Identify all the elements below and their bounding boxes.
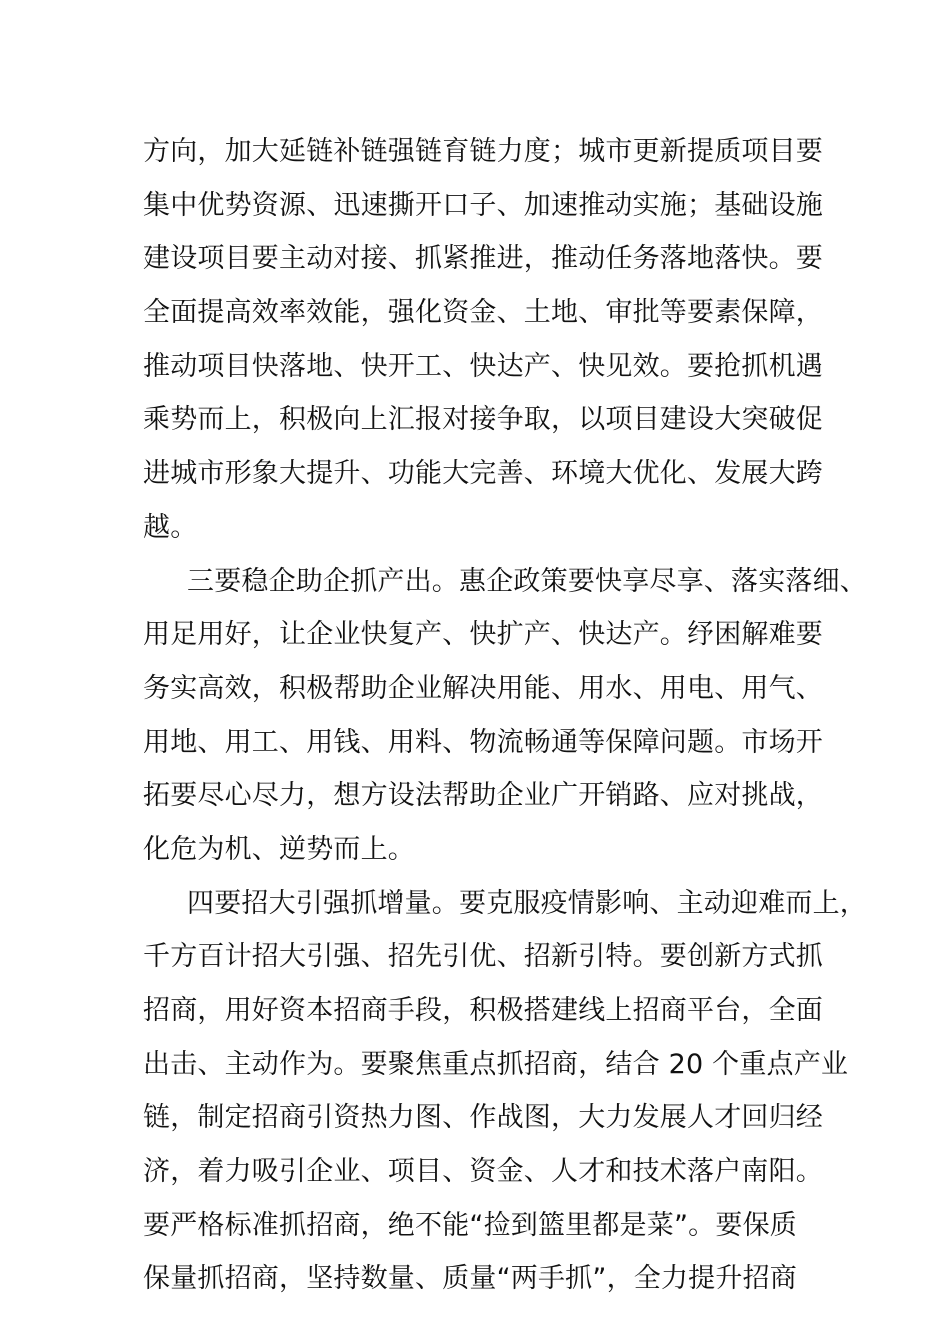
text-line: 链，制定招商引资热力图、作战图，大力发展人才回归经 — [143, 1102, 823, 1134]
text-line: 要严格标准抓招商，绝不能“捡到篮里都是菜”。要保质 — [143, 1209, 797, 1241]
text-line: 千方百计招大引强、招先引优、招新引特。要创新方式抓 — [143, 941, 823, 973]
text-line: 用足用好，让企业快复产、快扩产、快达产。纾困解难要 — [143, 619, 823, 651]
text-line: 化危为机、逆势而上。 — [143, 833, 415, 865]
text-line: 全面提高效率效能，强化资金、土地、审批等要素保障， — [143, 297, 823, 329]
text-line: 越。 — [143, 511, 198, 543]
text-line: 建设项目要主动对接、抓紧推进，推动任务落地落快。要 — [143, 243, 823, 275]
paragraph-start-line: 三要稳企助企抓产出。惠企政策要快享尽享、落实落细、 — [187, 565, 867, 597]
text-line: 进城市形象大提升、功能大完善、环境大优化、发展大跨 — [143, 458, 823, 490]
text-line: 推动项目快落地、快开工、快达产、快见效。要抢抓机遇 — [143, 350, 823, 382]
text-line: 出击、主动作为。要聚焦重点抓招商，结合 20 个重点产业 — [143, 1048, 849, 1080]
text-line: 方向，加大延链补链强链育链力度；城市更新提质项目要 — [143, 136, 823, 167]
text-line: 集中优势资源、迅速撕开口子、加速推动实施；基础设施 — [143, 189, 823, 221]
text-line: 务实高效，积极帮助企业解决用能、用水、用电、用气、 — [143, 672, 823, 704]
text-line: 乘势而上，积极向上汇报对接争取，以项目建设大突破促 — [143, 404, 823, 436]
paragraph-start-line: 四要招大引强抓增量。要克服疫情影响、主动迎难而上， — [187, 887, 867, 919]
body-text — [143, 125, 867, 1306]
text-line: 用地、用工、用钱、用料、物流畅通等保障问题。市场开 — [143, 726, 823, 758]
text-line: 济，着力吸引企业、项目、资金、人才和技术落户南阳。 — [143, 1156, 823, 1188]
text-line: 拓要尽心尽力，想方设法帮助企业广开销路、应对挑战， — [143, 780, 823, 812]
text-line: 保量抓招商，坚持数量、质量“两手抓”，全力提升招商 — [143, 1263, 797, 1295]
text-line: 招商，用好资本招商手段，积极搭建线上招商平台，全面 — [143, 995, 823, 1026]
